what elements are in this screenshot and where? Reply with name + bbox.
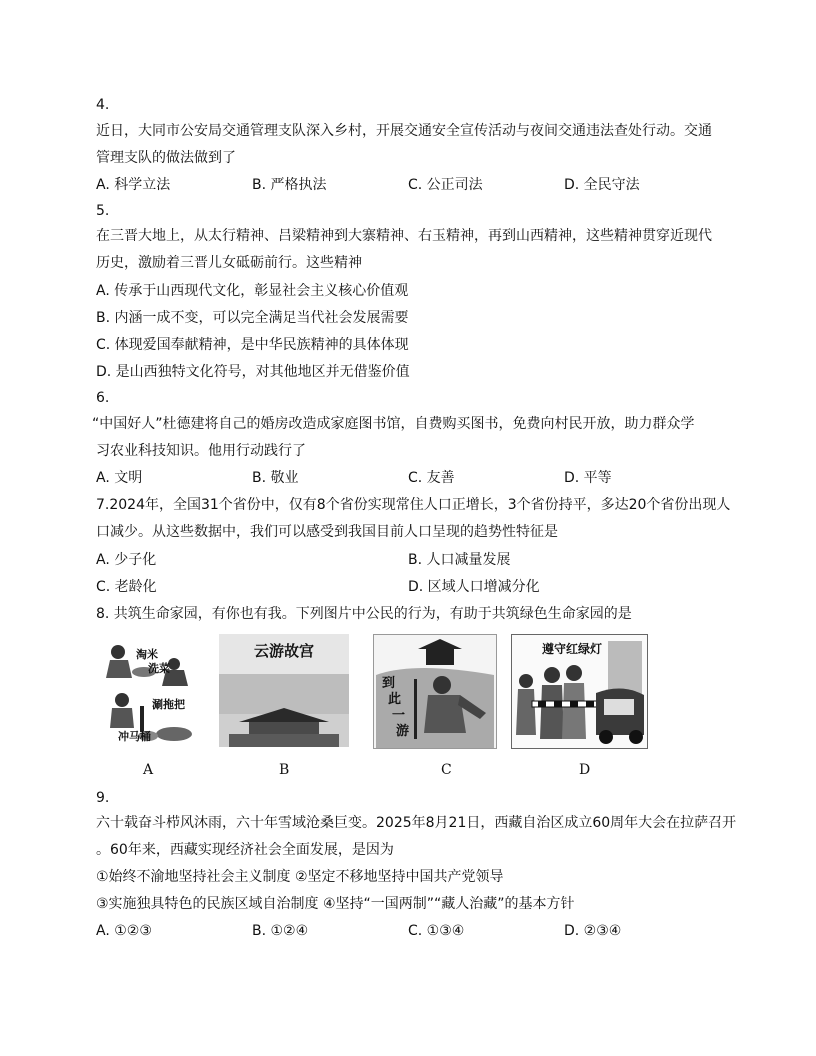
q4-number: 4. [96,97,110,113]
q5-option-b: B. 内涵一成不变，可以完全满足当代社会发展需要 [96,310,409,326]
fig-a-caption-2: 洗菜 [148,662,170,675]
fig-c-caption-3: 一 [392,708,406,723]
q4-option-d: D. 全民守法 [564,177,640,193]
q9-stem-line1: 六十载奋斗栉风沐雨，六十年雪域沧桑巨变。2025年8月21日，西藏自治区成立60周年大会在拉萨召开 [96,815,737,831]
q5-option-a: A. 传承于山西现代文化，彰显社会主义核心价值观 [96,283,409,299]
q6-option-a: A. 文明 [96,470,143,486]
q5-stem-line2: 历史，激励着三晋儿女砥砺前行。这些精神 [96,255,362,271]
q9-statements-line2: ③实施独具特色的民族区域自治制度 ④坚持“一国两制”“藏人治藏”的基本方针 [96,896,575,912]
q7-option-c: C. 老龄化 [96,579,157,595]
q9-option-a: A. ①②③ [96,923,152,939]
q5-stem-line1: 在三晋大地上，从太行精神、吕梁精神到大寨精神、右玉精神，再到山西精神，这些精神贯穿近现代 [96,228,712,244]
q5-option-d: D. 是山西独特文化符号，对其他地区并无借鉴价值 [96,364,410,380]
fig-a-caption-4: 冲马桶 [118,730,151,743]
q9-option-d: D. ②③④ [564,923,622,939]
q8-figure-c [373,634,497,749]
fig-a-caption-3: 涮拖把 [152,698,185,711]
q8-figure-b [219,634,349,747]
q8-figure-b-label: B [279,762,290,778]
q8-figure-a [96,634,226,747]
q9-option-b: B. ①②④ [252,923,309,939]
q6-number: 6. [96,390,110,406]
q9-statements-line1: ①始终不渝地坚持社会主义制度 ②坚定不移地坚持中国共产党领导 [96,869,504,885]
q7-stem-line1: 7.2024年，全国31个省份中，仅有8个省份实现常住人口正增长，3个省份持平，多达20个省份出现人 [96,497,731,513]
q6-stem-line1: “中国好人”杜德建将自己的婚房改造成家庭图书馆，自费购买图书，免费向村民开放，助力群众学 [92,416,695,432]
q6-option-b: B. 敬业 [252,470,299,486]
fig-c-caption-1: 到 [382,676,396,691]
q8-figure-a-label: A [143,762,154,778]
q8-figure-d-label: D [579,762,591,778]
q8-stem: 8. 共筑生命家园，有你也有我。下列图片中公民的行为，有助于共筑绿色生命家园的是 [96,606,632,622]
q8-figure-d [511,634,648,749]
fig-c-caption-4: 游 [396,724,410,739]
q4-option-a: A. 科学立法 [96,177,171,193]
fig-d-caption: 遵守红绿灯 [542,642,603,656]
q9-number: 9. [96,790,110,806]
q6-stem-line2: 习农业科技知识。他用行动践行了 [96,443,306,459]
q4-stem-line1: 近日，大同市公安局交通管理支队深入乡村，开展交通安全宣传活动与夜间交通违法查处行动。交通 [96,123,712,139]
q8-figure-c-label: C [441,762,452,778]
q7-option-b: B. 人口减量发展 [408,552,511,568]
fig-c-caption-2: 此 [388,692,402,707]
q9-option-c: C. ①③④ [408,923,465,939]
fig-b-caption: 云游故宫 [253,642,315,660]
q6-option-c: C. 友善 [408,470,455,486]
fig-a-caption-1: 淘米 [136,648,158,661]
q7-option-a: A. 少子化 [96,552,157,568]
q5-number: 5. [96,203,110,219]
q4-option-c: C. 公正司法 [408,177,483,193]
q4-option-b: B. 严格执法 [252,177,327,193]
q7-option-d: D. 区域人口增减分化 [408,579,540,595]
q4-stem-line2: 管理支队的做法做到了 [96,150,236,166]
q9-stem-line2: 。60年来，西藏实现经济社会全面发展，是因为 [96,842,394,858]
q5-option-c: C. 体现爱国奉献精神，是中华民族精神的具体体现 [96,337,409,353]
q6-option-d: D. 平等 [564,470,612,486]
q7-stem-line2: 口减少。从这些数据中，我们可以感受到我国目前人口呈现的趋势性特征是 [96,524,558,540]
